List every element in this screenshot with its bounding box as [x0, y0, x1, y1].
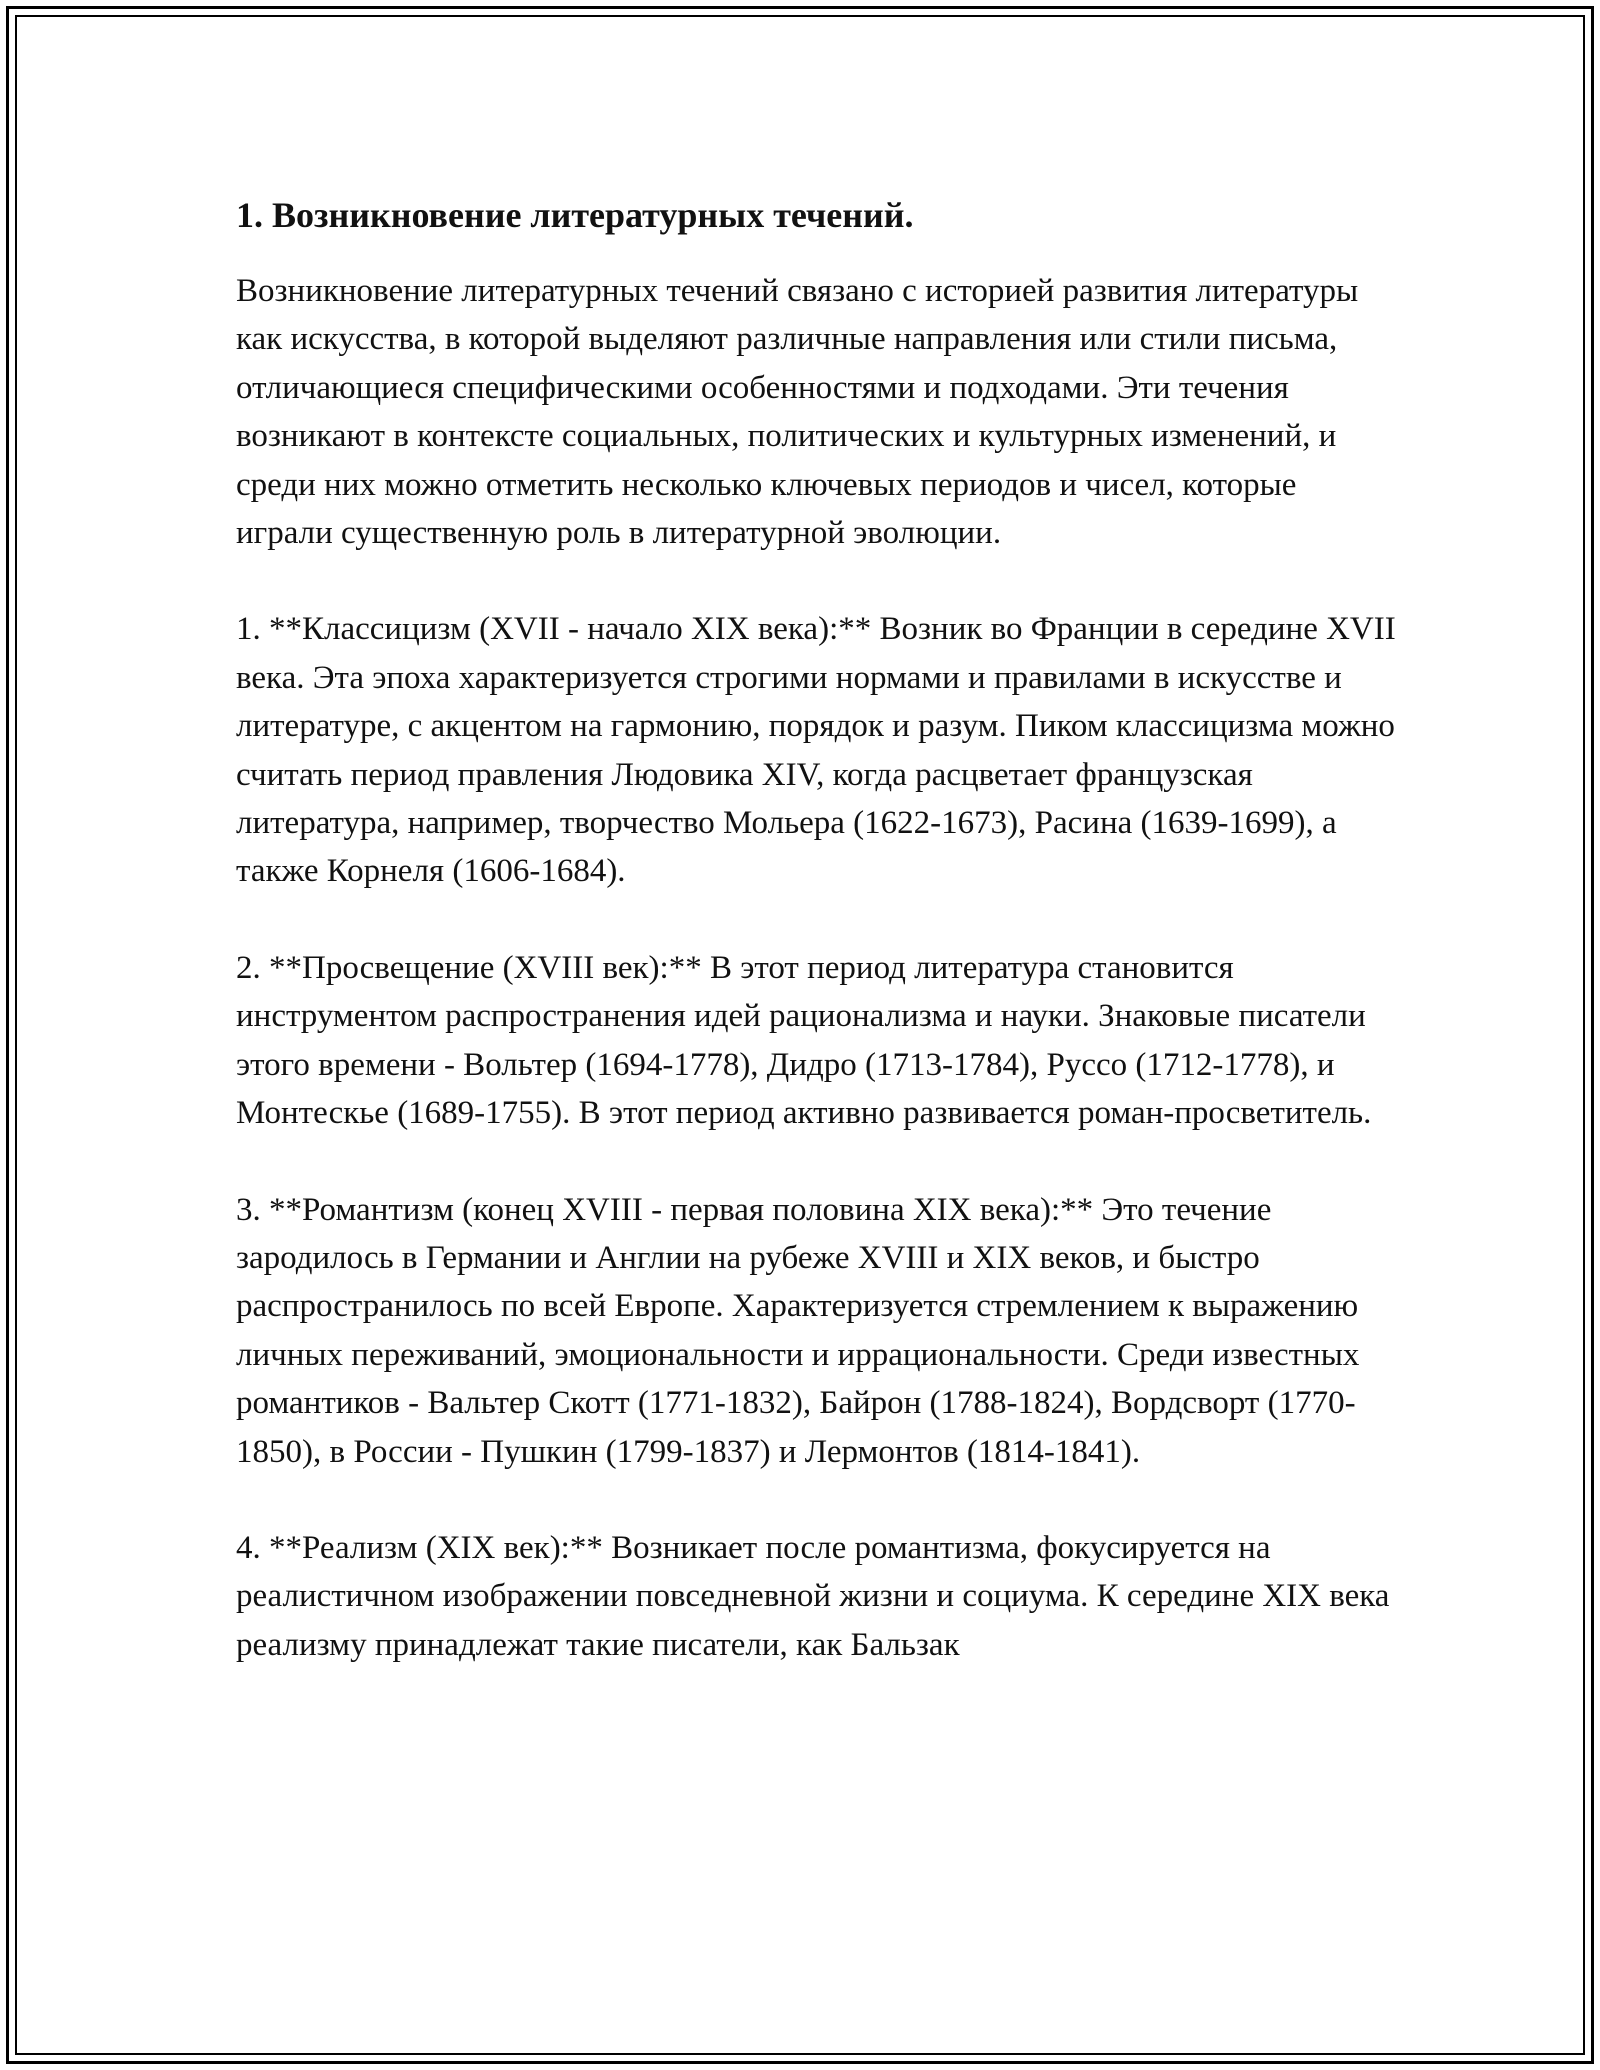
section-heading: 1. Возникновение литературных течений. — [236, 195, 914, 235]
paragraph-intro: Возникновение литературных течений связано с историей развития литературы как искусства, в которой выделяют различные направления или стили письма, отличающиеся специфическими особенностями и подходами. Эти течения возникают в контексте социальных, политических и культурных изменений, и среди них можно отметить несколько ключевых периодов и чисел, которые играли существенную роль в литературной эволюции. — [236, 273, 1359, 552]
document-body — [236, 185, 1396, 1717]
paragraph-realism: 4. **Реализм (XIX век):** Возникает после романтизма, фокусируется на реалистичном изображении повседневной жизни и социума. К середине XIX века реализму принадлежат такие писатели, как Бальзак — [236, 1529, 1390, 1663]
paragraph-romanticism: 3. **Романтизм (конец XVIII - первая половина XIX века):** Это течение зародилось в Германии и Англии на рубеже XVIII и XIX веков, и быстро распространилось по всей Европе. Характеризуется стремлением к выражению личных переживаний, эмоциональности и иррациональности. Среди известных романтиков - Вальтер Скотт (1771-1832), Байрон (1788-1824), Вордсворт (1770-1850), в России - Пушкин (1799-1837) и Лермонтов (1814-1841). — [236, 1191, 1360, 1470]
paragraph-enlightenment: 2. **Просвещение (XVIII век):** В этот период литература становится инструментом распространения идей рационализма и науки. Знаковые писатели этого времени - Вольтер (1694-1778), Дидро (1713-1784), Руссо (1712-1778), и Монтескье (1689-1755). В этот период активно развивается роман-просветитель. — [236, 949, 1372, 1132]
paragraph-classicism: 1. **Классицизм (XVII - начало XIX века):** Возник во Франции в середине XVII века. Эта эпоха характеризуется строгими нормами и правилами в искусстве и литературе, с акцентом на гармонию, порядок и разум. Пиком классицизма можно считать период правления Людовика XIV, когда расцветает французская литература, например, творчество Мольера (1622-1673), Расина (1639-1699), а также Корнеля (1606-1684). — [236, 611, 1396, 890]
